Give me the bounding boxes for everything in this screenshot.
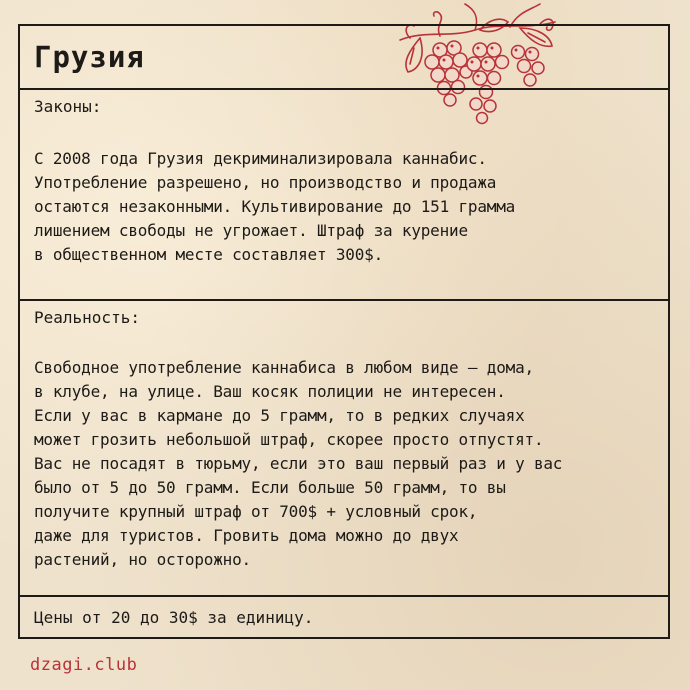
footer-link[interactable]: dzagi.club: [30, 655, 138, 675]
title-row: [20, 26, 668, 88]
reality-heading: Реальность:: [34, 308, 140, 327]
reality-section: [20, 299, 668, 595]
prices-row: [20, 595, 668, 637]
laws-heading: Законы:: [34, 97, 102, 116]
laws-section: [20, 88, 668, 299]
page-title: Грузия: [34, 40, 145, 74]
prices-text: Цены от 20 до 30$ за единицу.: [34, 607, 314, 627]
laws-text: С 2008 года Грузия декриминализировала каннабис. Употребление разрешено, но производство и продажа остаются незаконными. Культивирование до 151 грамма лишением свободы не угрожает. Штраф за курение в общественном месте составляет 300$.: [34, 149, 516, 264]
info-card: [18, 24, 670, 639]
reality-text: Свободное употребление каннабиса в любом виде — дома, в клубе, на улице. Ваш косяк полиции не интересен. Если у вас в кармане до 5 грамм, то в редких случаях может грозить небольшой штраф, скорее просто отпустят. Вас не посадят в тюрьму, если это ваш первый раз и у вас было от 5 до 50 грамм. Если больше 50 грамм, то вы получите крупный штраф от 700$ + условный срок, даже для туристов. Гровить дома можно до двух растений, но осторожно.: [34, 358, 563, 569]
